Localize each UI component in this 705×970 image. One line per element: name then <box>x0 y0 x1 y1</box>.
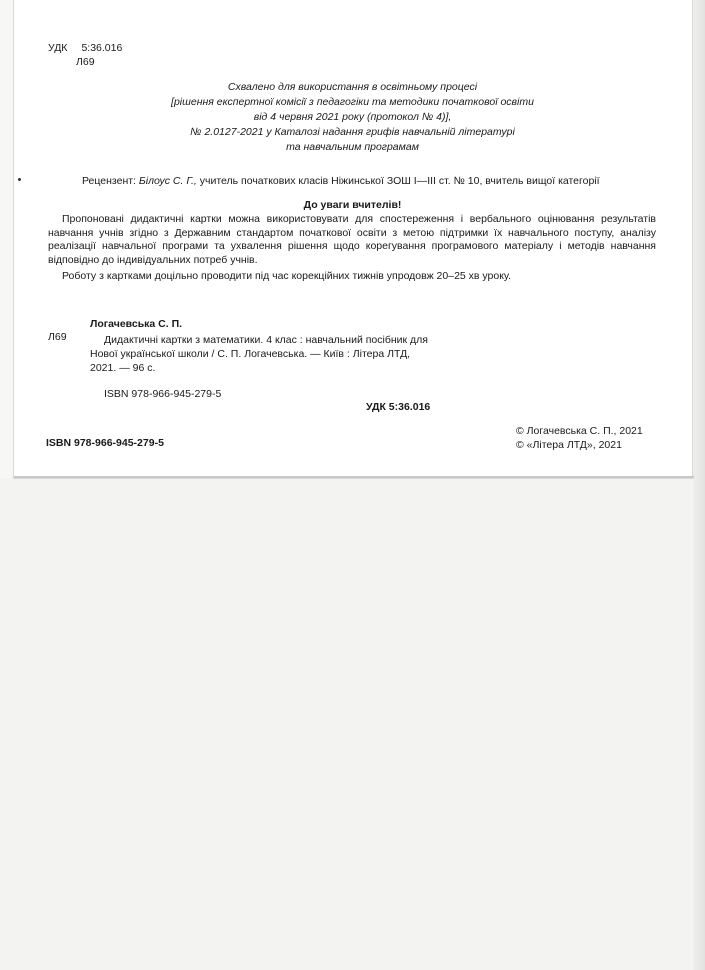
notice-title: До уваги вчителів! <box>303 199 402 211</box>
reviewer-label: Рецензент: <box>82 175 136 187</box>
reviewer-line <box>82 174 600 188</box>
bib-author: Логачевська С. П. <box>90 318 183 330</box>
notice-paragraph-2: Роботу з картками доцільно проводити під час корекційних тижнів упродовж 20–25 хв уроку. <box>62 270 512 282</box>
bib-line: Дидактичні картки з математики. 4 клас : навчальний посібник для <box>104 334 428 346</box>
footer-isbn: ISBN 978-966-945-279-5 <box>46 437 164 449</box>
approval-line: та навчальним програмам <box>286 141 419 153</box>
bib-description <box>90 333 450 375</box>
udk-header <box>48 41 122 55</box>
approval-line: [рішення експертної комісії з педагогіки та методики початкової освіти <box>171 96 534 108</box>
approval-block <box>0 80 705 155</box>
approval-line: від 4 червня 2021 року (протокол № 4)], <box>253 111 452 123</box>
page-bottom-edge <box>14 476 694 478</box>
index-code: Л69 <box>76 56 95 68</box>
reviewer-details: учитель початкових класів Ніжинської ЗОШ І—ІІІ ст. № 10, вчитель вищої категорії <box>199 175 600 187</box>
approval-line: № 2.0127-2021 у Каталозі надання грифів навчальній літературі <box>190 126 515 138</box>
binding-hole-mark <box>18 178 21 181</box>
bib-line: Нової української школи / С. П. Логачевська. — Київ : Літера ЛТД, <box>90 348 411 360</box>
copyright-publisher: © «Літера ЛТД», 2021 <box>516 439 622 451</box>
udk-label: УДК <box>48 42 68 54</box>
approval-line: Схвалено для використання в освітньому процесі <box>227 81 478 93</box>
reviewer-name: Білоус С. Г., <box>138 175 197 187</box>
udk-code: 5:36.016 <box>81 42 123 54</box>
bib-index-code: Л69 <box>48 331 67 343</box>
bib-line: 2021. — 96 с. <box>90 362 156 374</box>
bib-udk: УДК 5:36.016 <box>366 401 431 413</box>
notice-paragraph-1: Пропоновані дидактичні картки можна використовувати для спостереження і вербального оцінювання результатів навчання учнів згідно з Державним стандартом початкової освіти з метою підтримки їх навчального поступу, аналізу реалізації навчальної програми та ухвалення рішення щодо корегування програмового матеріалу і методів навчання відповідно до індивідуальних потреб учнів. <box>48 213 656 266</box>
copyright-author: © Логачевська С. П., 2021 <box>516 425 643 437</box>
background-surface <box>0 478 693 970</box>
bib-isbn: ISBN 978-966-945-279-5 <box>104 388 222 400</box>
